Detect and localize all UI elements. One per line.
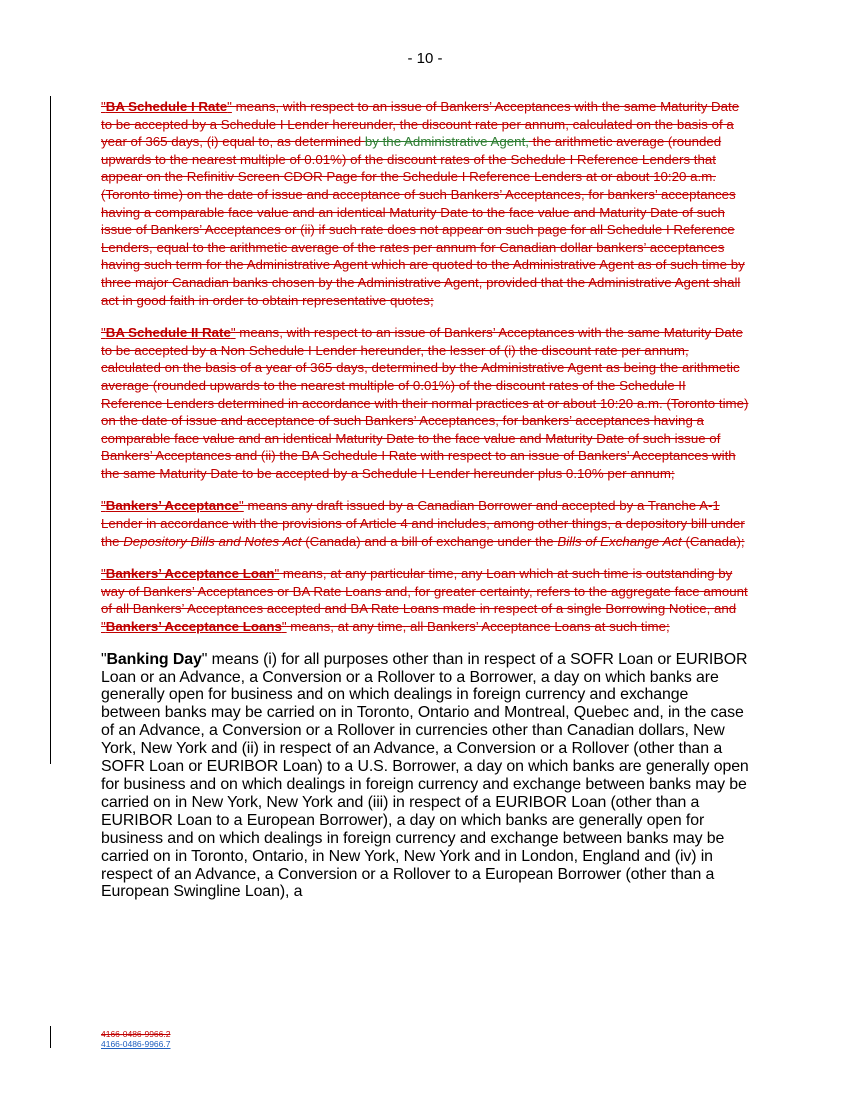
defined-term: Bankers’ Acceptance	[105, 498, 240, 514]
old-document-id: 4166-0486-9966.2	[101, 1029, 171, 1039]
deleted-definition-bankers-acceptance: "Bankers’ Acceptance" means any draft issued by a Canadian Borrower and accepted by a Tranche A-1 Lender in accordance with the provisions of Article 4 and includes, among other things, a depository bill under the Depository Bills and Notes Act (Canada) and a bill of exchange under the Bills of Exchange Act (Canada);	[101, 498, 745, 549]
deleted-definition-ba-schedule-ii-rate: "BA Schedule II Rate" means, with respect to an issue of Bankers’ Acceptances with the same Maturity Date to be accepted by a Non Schedule I Lender hereunder, the lesser of (i) the discount rate per annum, calculated on the basis of a year of 365 days, determined by the Administrative Agent as being the arithmetic average (rounded upwards to the nearest multiple of 0.01%) of the discount rates of the Schedule II Reference Lenders determined in accordance with their normal practices at or about 10:20 a.m. (Toronto time) on the date of issue and acceptance of such Bankers’ Acceptances, for bankers’ acceptances having a comparable face value and an identical Maturity Date to the face value and Maturity Date of such issue of Bankers’ Acceptances and (ii) the BA Schedule I Rate with respect to an issue of Bankers’ Acceptances with the same Maturity Date to be accepted by a Schedule I Lender hereunder plus 0.10% per annum;	[101, 325, 749, 481]
change-bar	[50, 96, 51, 764]
definition-banking-day: "Banking Day" means (i) for all purposes other than in respect of a SOFR Loan or EURIBOR Loan or an Advance, a Conversion or a Rollover to a Borrower, a day on which banks are generally open for business and on which dealings in foreign currency and exchange between banks may be carried on in Toronto, Ontario and Montreal, Quebec and, in the case of an Advance, a Conversion or a Rollover in currencies other than Canadian dollars, New York, New York and (ii) in respect of an Advance, a Conversion or a Rollover (other than a SOFR Loan or EURIBOR Loan) to a U.S. Borrower, a day on which banks are generally open for business and on which dealings in foreign currency and exchange between banks may be carried on in New York, New York and (iii) in respect of a EURIBOR Loan (other than a EURIBOR Loan to a European Borrower), a day on which banks are generally open for business and on which dealings in foreign currency and exchange between banks may be carried on in Toronto, Ontario, in New York, New York and in London, England and (iv) in respect of an Advance, a Conversion or a Rollover to a European Borrower (other than a European Swingline Loan), a	[101, 650, 749, 901]
footer-change-bar	[50, 1026, 51, 1048]
new-document-id: 4166-0486-9966.7	[101, 1039, 171, 1049]
defined-term: BA Schedule II Rate	[105, 325, 231, 341]
defined-term: Bankers’ Acceptance Loan	[105, 566, 275, 582]
deleted-definition-ba-schedule-i-rate: "BA Schedule I Rate" means, with respect to an issue of Bankers’ Acceptances with the same Maturity Date to be accepted by a Schedule I Lender hereunder, the discount rate per annum, calculated on the basis of a year of 365 days, (i) equal to, as determined by the Administrative Agent, the arithmetic average (rounded upwards to the nearest multiple of 0.01%) of the discount rates of the Schedule I Reference Lenders that appear on the Refinitiv Screen CDOR Page for the Schedule I Reference Lenders at or about 10:20 a.m. (Toronto time) on the date of issue and acceptance of such Bankers’ Acceptances, for bankers’ acceptances having a comparable face value and an identical Maturity Date to the face value and Maturity Date of such issue of Bankers’ Acceptances or (ii) if such rate does not appear on such page for all Schedule I Reference Lenders, equal to the arithmetic average of the rates per annum for Canadian dollar bankers’ acceptances having such term for the Administrative Agent which are quoted to the Administrative Agent as of such time by three major Canadian banks chosen by the Administrative Agent, provided that the Administrative Agent shall act in good faith in order to obtain representative quotes;	[101, 99, 745, 308]
document-footer	[101, 1029, 170, 1049]
defined-term: Banking Day	[106, 650, 202, 668]
document-body	[101, 98, 749, 901]
page-number: - 10 -	[407, 50, 443, 67]
defined-term: BA Schedule I Rate	[105, 99, 228, 114]
moved-text: by the Administrative Agent,	[364, 134, 529, 150]
deleted-definition-bankers-acceptance-loan: "Bankers’ Acceptance Loan" means, at any particular time, any Loan which at such time is outstanding by way of Bankers’ Acceptances or BA Rate Loans and, for greater certainty, refers to the aggregate face amount of all Bankers’ Acceptances accepted and BA Rate Loans made in respect of a single Borrowing Notice, and "Bankers’ Acceptance Loans" means, at any time, all Bankers’ Acceptance Loans at such time;	[101, 566, 748, 635]
defined-term: Bankers’ Acceptance Loans	[105, 619, 282, 635]
